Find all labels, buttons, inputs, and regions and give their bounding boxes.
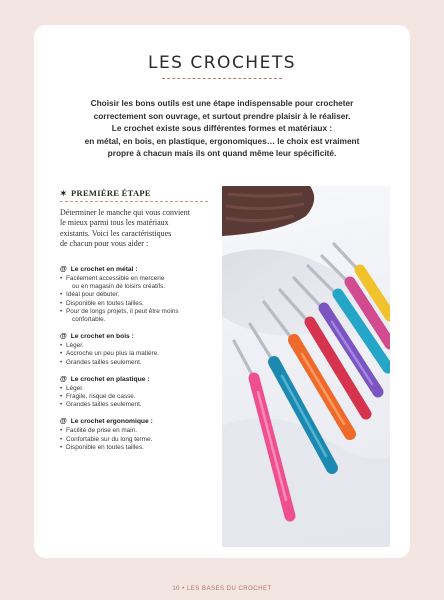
hook-type-heading-label: Le crochet ergonomique : (70, 418, 153, 426)
section-heading (60, 188, 151, 198)
hook-type-wood (60, 332, 226, 367)
list-item: • Grandes tailles seulement. (60, 401, 226, 409)
hook-type-heading-label: Le crochet en métal : (70, 266, 138, 273)
hook-type-heading (60, 332, 226, 341)
intro-line: en métal, en bois, en plastique, ergonomiques… le choix est vraiment (84, 135, 360, 146)
list-item: • Accroche un peu plus la matière. (60, 350, 226, 358)
lead-line: Déterminer le manche qui vous convient (60, 208, 190, 217)
spiral-bullet-icon: @ (60, 266, 67, 273)
title-divider (162, 78, 282, 80)
spiral-bullet-icon: @ (60, 333, 67, 341)
list-item: • Idéal pour débuter. (60, 291, 226, 299)
star-icon: ✶ (60, 189, 68, 198)
intro-line: Le crochet existe sous différentes formes et matériaux : (111, 123, 333, 134)
list-item: • Fragile, risque de casse. (60, 393, 226, 401)
intro-paragraph (68, 97, 376, 160)
list-item: • Facilité de prise en main. (60, 427, 226, 435)
spiral-bullet-icon: @ (60, 375, 67, 383)
list-item: • Disponible en toutes tailles. (60, 300, 226, 308)
list-item: • Grandes tailles seulement. (60, 359, 226, 367)
list-item: • Pour de longs projets, il peut être moins (60, 308, 226, 316)
lead-line: existants. Voici les caractéristiques (60, 228, 172, 238)
crochet-hooks-illustration (222, 186, 390, 547)
list-item: ou en magasin de loisirs créatifs. (72, 283, 166, 291)
list-item: confortable. (72, 316, 106, 324)
intro-line: correctement son ouvrage, et surtout prendre plaisir à le réaliser. (93, 110, 351, 121)
shadow-shape (222, 418, 390, 547)
list-item: • Confortable sur du long terme. (60, 436, 226, 444)
intro-line: Choisir les bons outils est une étape indispensable pour crocheter (90, 98, 354, 108)
hook-type-heading (60, 375, 226, 384)
intro-line: propre à chacun mais ils ont quand même leur spécificité. (107, 148, 337, 159)
section-divider (60, 201, 208, 202)
hook-types-list (60, 265, 226, 460)
page-card (34, 25, 410, 558)
section-heading-label: PREMIÈRE ÉTAPE (71, 188, 151, 198)
hook-type-heading (60, 265, 226, 274)
list-item: • Léger. (60, 385, 226, 393)
hook-type-ergonomic (60, 417, 226, 452)
lead-paragraph (60, 208, 220, 249)
hook-type-heading-label: Le crochet en plastique : (70, 375, 150, 383)
hook-type-heading-label: Le crochet en bois : (70, 333, 134, 341)
list-item: • Léger. (60, 342, 226, 350)
hook-type-metal (60, 265, 226, 324)
list-item: • Facilement accessible en mercerie (60, 275, 226, 283)
page-title: LES CROCHETS (147, 53, 297, 73)
hook-type-plastic (60, 375, 226, 410)
page-footer: 10 • LES BASES DU CROCHET (172, 586, 272, 592)
crochet-hooks-photo (222, 186, 390, 547)
spiral-bullet-icon: @ (60, 418, 67, 426)
lead-line: le mieux parmi tous les matériaux (60, 218, 169, 228)
hook-type-heading (60, 417, 226, 426)
title-block (34, 53, 410, 80)
list-item: • Disponible en toutes tailles. (60, 444, 226, 452)
lead-line: de chacun pour vous aider : (60, 238, 149, 248)
